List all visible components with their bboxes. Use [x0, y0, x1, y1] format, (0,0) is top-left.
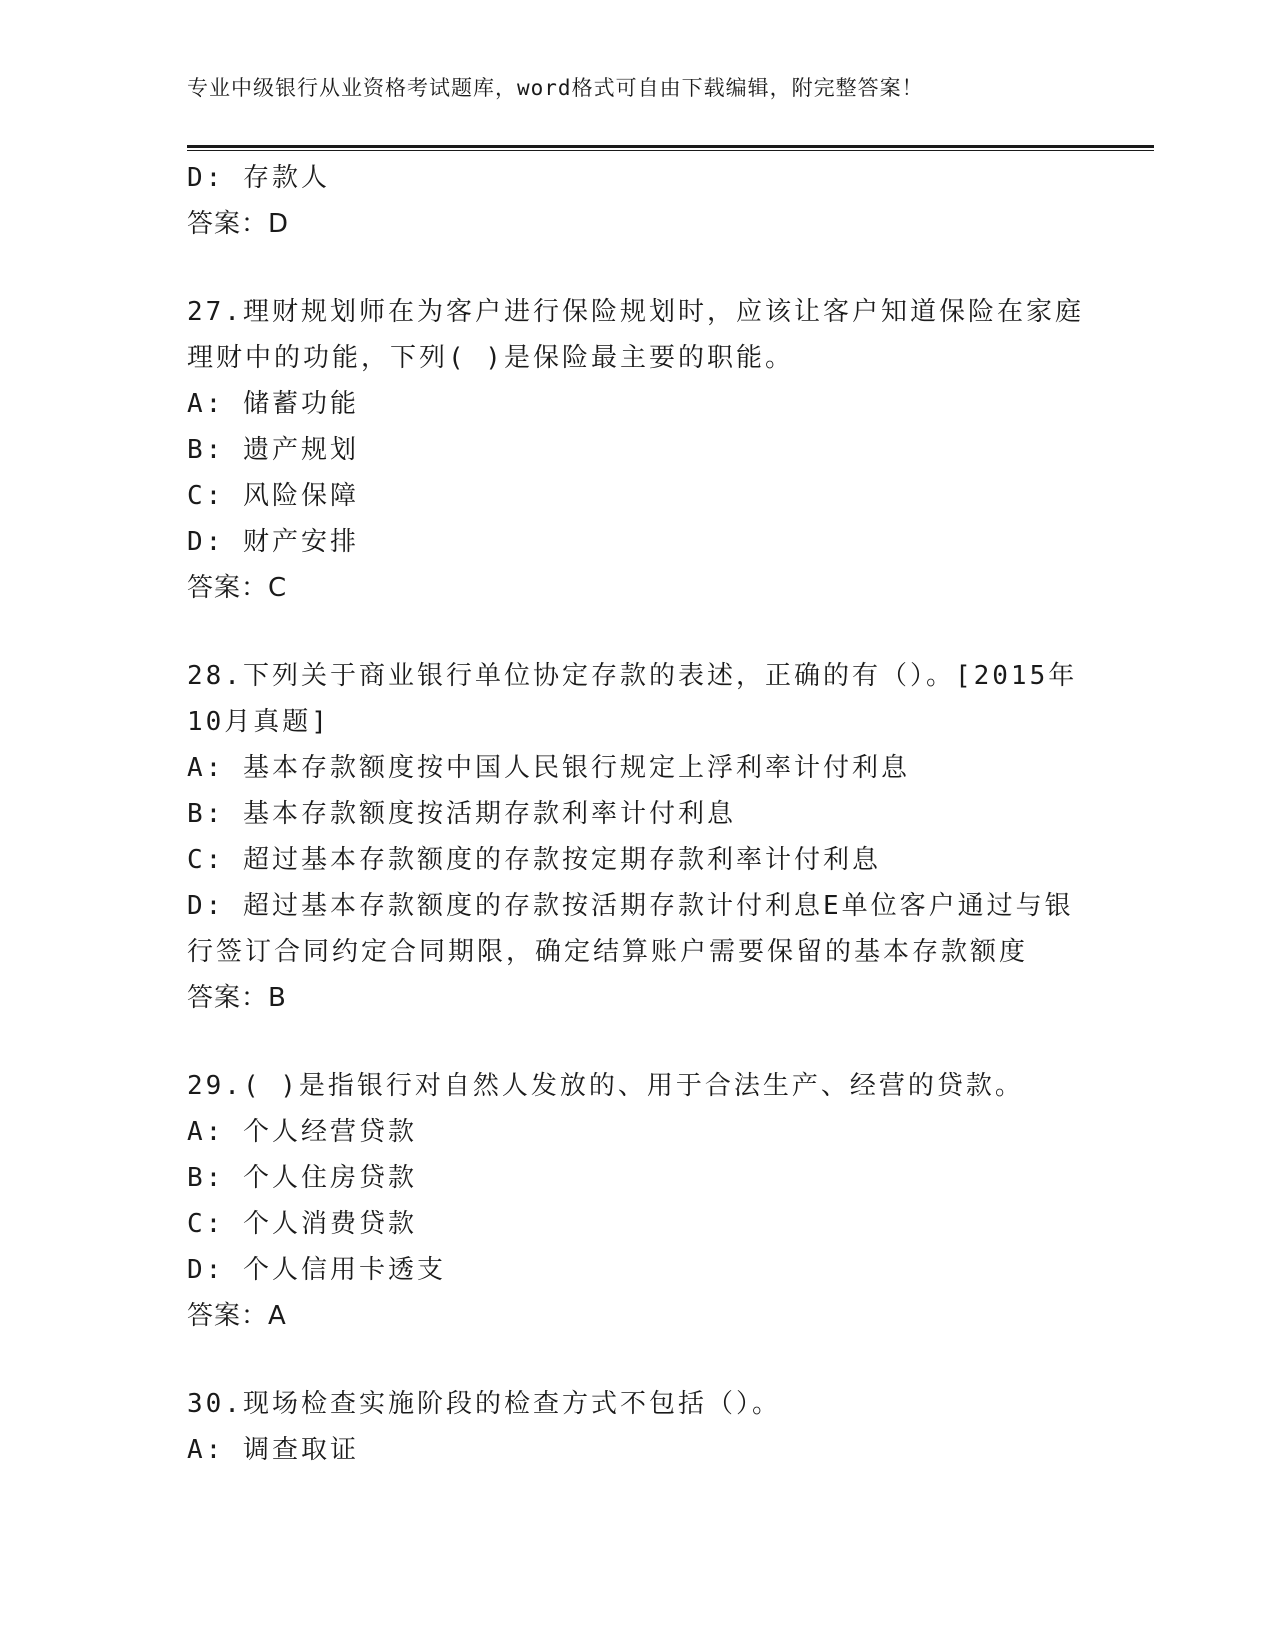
option-d: D: 存款人	[187, 163, 330, 193]
option-c: C: 风险保障	[187, 481, 359, 511]
option-b: B: 基本存款额度按活期存款利率计付利息	[187, 799, 736, 829]
page-header: 专业中级银行从业资格考试题库，word格式可自由下载编辑，附完整答案！	[187, 76, 924, 100]
question-stem-continued: 10月真题]	[187, 707, 330, 737]
answer: 答案：A	[187, 1301, 287, 1331]
option-b: B: 个人住房贷款	[187, 1163, 417, 1193]
question-list	[187, 155, 1087, 1473]
option-c: C: 超过基本存款额度的存款按定期存款利率计付利息	[187, 845, 881, 875]
option-c: C: 个人消费贷款	[187, 1209, 417, 1239]
question-stem: 30.现场检查实施阶段的检查方式不包括（）。	[187, 1389, 781, 1419]
option-a: A: 储蓄功能	[187, 389, 359, 419]
question-28	[187, 653, 1087, 1021]
option-b: B: 遗产规划	[187, 435, 359, 465]
answer: 答案：D	[187, 209, 290, 239]
question-27	[187, 289, 1087, 611]
question-stem: 28.下列关于商业银行单位协定存款的表述，正确的有（）。[2015年	[187, 661, 1078, 691]
option-d-continued: 行签订合同约定合同期限，确定结算账户需要保留的基本存款额度	[187, 937, 1029, 967]
option-a: A: 个人经营贷款	[187, 1117, 417, 1147]
question-30	[187, 1381, 1087, 1473]
answer: 答案：B	[187, 983, 287, 1013]
option-d: D: 超过基本存款额度的存款按活期存款计付利息E单位客户通过与银	[187, 891, 1074, 921]
question-stem: 27.理财规划师在为客户进行保险规划时，应该让客户知道保险在家庭	[187, 297, 1084, 327]
question-26-tail	[187, 155, 1087, 247]
option-a: A: 基本存款额度按中国人民银行规定上浮利率计付利息	[187, 753, 910, 783]
option-d: D: 个人信用卡透支	[187, 1255, 446, 1285]
option-d: D: 财产安排	[187, 527, 359, 557]
question-29	[187, 1063, 1087, 1339]
header-rule-thin	[187, 150, 1154, 151]
question-stem: 29.( )是指银行对自然人发放的、用于合法生产、经营的贷款。	[187, 1071, 1024, 1101]
header-rule-thick	[187, 145, 1154, 148]
question-stem-continued: 理财中的功能，下列( )是保险最主要的职能。	[187, 343, 794, 373]
option-a: A: 调查取证	[187, 1435, 359, 1465]
answer: 答案：C	[187, 573, 288, 603]
